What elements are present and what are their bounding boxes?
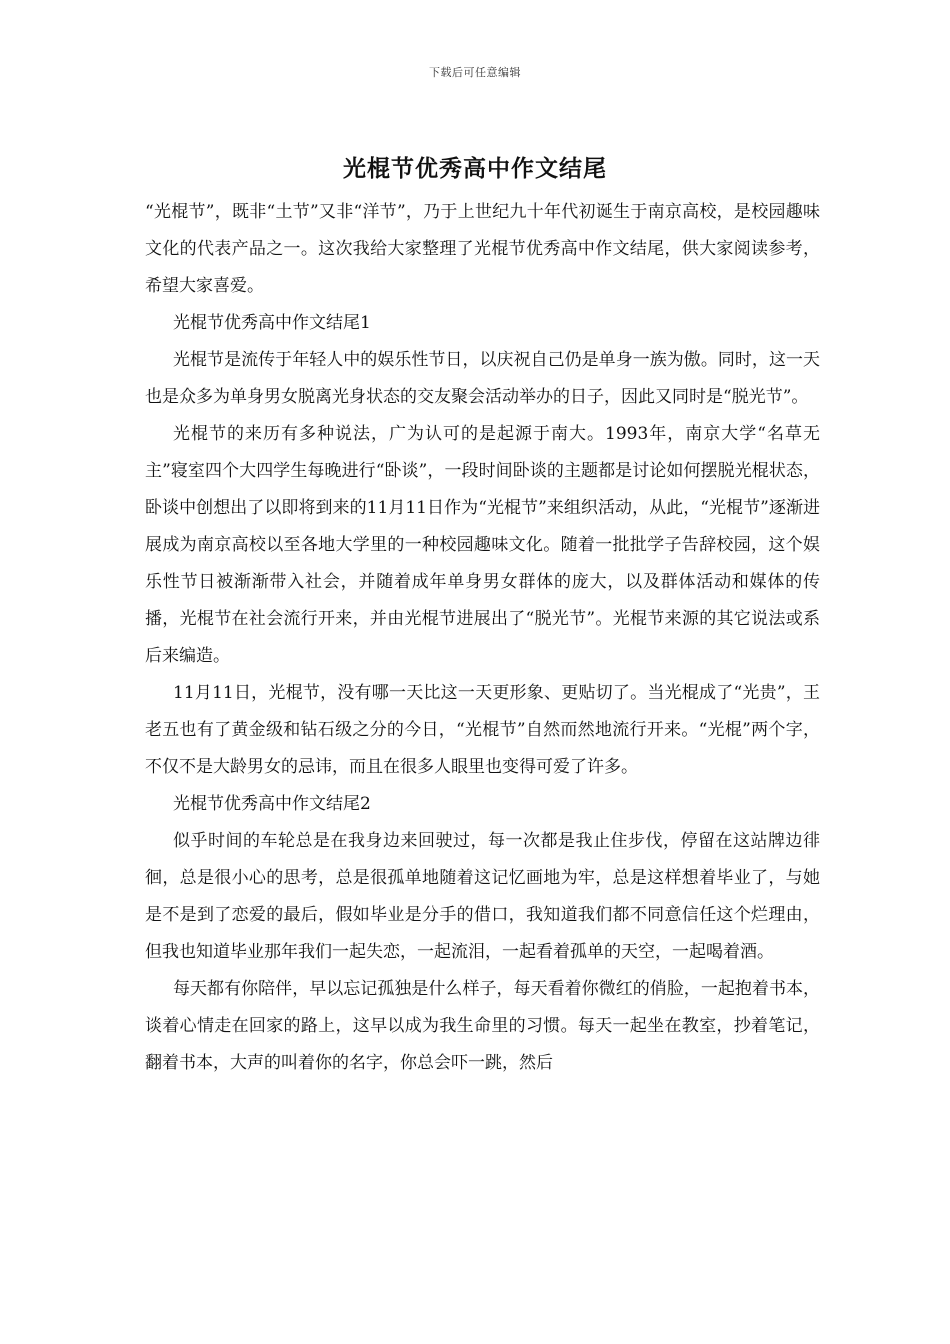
body-paragraph: 似乎时间的车轮总是在我身边来回驶过，每一次都是我止住步伐，停留在这站牌边徘徊，总是很小心的思考，总是很孤单地随着这记忆画地为牢，总是这样想着毕业了，与她是不是到了恋爱的最后，假如毕业是分手的借口，我知道我们都不同意信任这个烂理由，但我也知道毕业那年我们一起失恋，一起流泪，一起看着孤单的天空，一起喝着酒。 [145, 831, 820, 962]
document-body [145, 194, 820, 1082]
page-header-caption: 下载后可任意编辑 [429, 66, 521, 79]
section-heading-2: 光棍节优秀高中作文结尾2 [173, 794, 371, 814]
body-paragraph: 11月11日，光棍节，没有哪一天比这一天更形象、更贴切了。当光棍成了“光贵”，王老五也有了黄金级和钻石级之分的今日，“光棍节”自然而然地流行开来。“光棍”两个字，不仅不是大龄男女的忌讳，而且在很多人眼里也变得可爱了许多。 [145, 683, 820, 777]
intro-paragraph: “光棍节”，既非“土节”又非“洋节”，乃于上世纪九十年代初诞生于南京高校，是校园趣味文化的代表产品之一。这次我给大家整理了光棍节优秀高中作文结尾，供大家阅读参考，希望大家喜爱。 [145, 202, 820, 296]
section-heading-1: 光棍节优秀高中作文结尾1 [173, 313, 371, 333]
body-paragraph: 光棍节是流传于年轻人中的娱乐性节日，以庆祝自己仍是单身一族为傲。同时，这一天也是众多为单身男女脱离光身状态的交友聚会活动举办的日子，因此又同时是“脱光节”。 [145, 350, 820, 407]
document-title: 光棍节优秀高中作文结尾 [343, 155, 607, 182]
body-paragraph: 每天都有你陪伴，早以忘记孤独是什么样子，每天看着你微红的俏脸，一起抱着书本，谈着心情走在回家的路上，这早以成为我生命里的习惯。每天一起坐在教室，抄着笔记，翻着书本，大声的叫着你的名字，你总会吓一跳，然后 [145, 979, 820, 1073]
body-paragraph: 光棍节的来历有多种说法，广为认可的是起源于南大。1993年，南京大学“名草无主”寝室四个大四学生每晚进行“卧谈”，一段时间卧谈的主题都是讨论如何摆脱光棍状态，卧谈中创想出了以即将到来的11月11日作为“光棍节”来组织活动，从此，“光棍节”逐渐进展成为南京高校以至各地大学里的一种校园趣味文化。随着一批批学子告辞校园，这个娱乐性节日被渐渐带入社会，并随着成年单身男女群体的庞大，以及群体活动和媒体的传播，光棍节在社会流行开来，并由光棍节进展出了“脱光节”。光棍节来源的其它说法或系后来编造。 [145, 424, 820, 666]
